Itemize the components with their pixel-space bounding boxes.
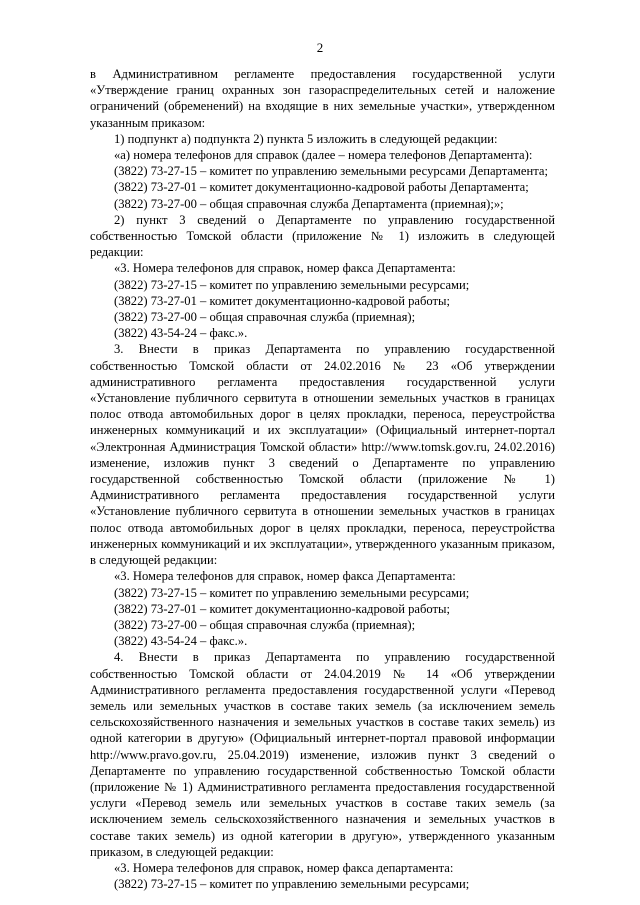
phone-line: (3822) 73-27-00 – общая справочная служба (приемная); xyxy=(114,310,416,325)
phone-line: (3822) 73-27-15 – комитет по управлению земельными ресурсами; xyxy=(114,585,470,600)
paragraph-item-3: 3. Внести в приказ Департамента по управлению государственной собственностью Томской области от 24.02.2016 № 23 «Об утверждении административного регламента предоставления государственной услуги «Установление публичного сервитута в отношении земельных участков в границах полос отвода автомобильных дорог в целях прокладки, переноса, переустройства инженерных коммуникаций и их эксплуатации» (Официальный интернет-портал «Электронная Администрация Томской области» http://www.tomsk.gov.ru, 24.02.2016) изменение, изложив пункт 3 сведений о Департаменте по управлению государственной собственностью Томской области (приложение № 1) Административного регламента предоставления государственной услуги «Установление публичного сервитута в отношении земельных участков в границах полос отвода автомобильных дорог в целях прокладки, переноса, переустройства инженерных коммуникаций и их эксплуатации», утвержденного указанным приказом, в следующей редакции: xyxy=(90,342,555,568)
paragraph-subitem-1: 1) подпункт а) подпункта 2) пункта 5 изложить в следующей редакции: xyxy=(114,131,498,146)
paragraph-subitem-2: 2) пункт 3 сведений о Департаменте по управлению государственной собственностью Томской области (приложение № 1) изложить в следующей редакции: xyxy=(90,212,555,260)
phone-line: (3822) 73-27-01 – комитет документационно-кадровой работы; xyxy=(114,601,450,616)
phone-line: (3822) 73-27-00 – общая справочная служба (приемная); xyxy=(114,617,416,632)
document-body xyxy=(90,66,555,892)
phone-line: (3822) 73-27-15 – комитет по управлению земельными ресурсами; xyxy=(114,277,470,292)
phone-line: (3822) 73-27-01 – комитет документационно-кадровой работы; xyxy=(114,293,450,308)
paragraph-phones-heading-a: «а) номера телефонов для справок (далее – номера телефонов Департамента): xyxy=(114,148,533,163)
paragraph-phones-heading: «3. Номера телефонов для справок, номер факса Департамента: xyxy=(114,261,456,276)
phone-line: (3822) 73-27-00 – общая справочная служба Департамента (приемная);»; xyxy=(114,196,504,211)
paragraph-item-4: 4. Внести в приказ Департамента по управлению государственной собственностью Томской области от 24.04.2019 № 14 «Об утверждении Административного регламента предоставления государственной услуги «Перевод земель или земельных участков в составе таких земель (за исключением земель сельскохозяйственного назначения и земельных участков в составе таких земель) из одной категории в другую» (Официальный интернет-портал правовой информации http://www.pravo.gov.ru, 25.04.2019) изменение, изложив пункт 3 сведений о Департаменте по управлению государственной собственностью Томской области (приложение № 1) Административного регламента предоставления государственной услуги «Перевод земель или земельных участков в составе таких земель (за исключением земель сельскохозяйственного назначения и земельных участков в составе таких земель) из одной категории в другую», утвержденного указанным приказом, в следующей редакции: xyxy=(90,650,555,859)
fax-line: (3822) 43-54-24 – факс.». xyxy=(114,634,248,649)
phone-line: (3822) 73-27-15 – комитет по управлению земельными ресурсами Департамента; xyxy=(114,164,548,179)
page-number: 2 xyxy=(316,40,324,55)
paragraph-regulation-intro: в Административном регламенте предоставления государственной услуги «Утверждение границ охранных зон газораспределительных сетей и наложение ограничений (обременений) на входящие в них земельные участки», утвержденном указанным приказом: xyxy=(90,67,555,130)
phone-line: (3822) 73-27-01 – комитет документационно-кадровой работы Департамента; xyxy=(114,180,529,195)
paragraph-phones-heading: «3. Номера телефонов для справок, номер факса департамента: xyxy=(114,860,454,875)
phone-line: (3822) 73-27-15 – комитет по управлению земельными ресурсами; xyxy=(114,877,470,892)
fax-line: (3822) 43-54-24 – факс.». xyxy=(114,326,248,341)
paragraph-phones-heading: «3. Номера телефонов для справок, номер факса Департамента: xyxy=(114,569,456,584)
